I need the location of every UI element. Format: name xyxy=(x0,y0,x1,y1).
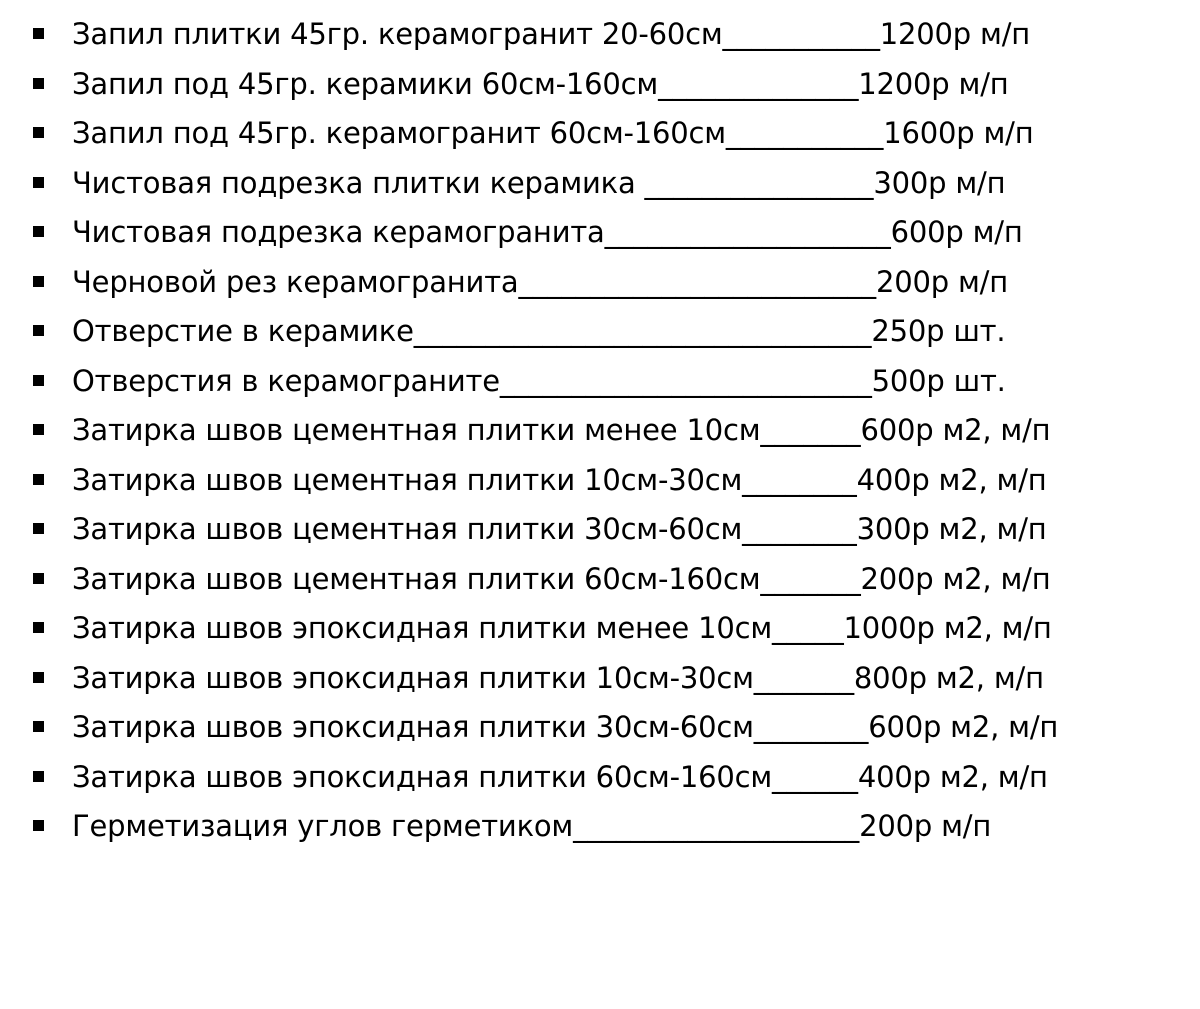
item-text: Герметизация углов герметиком____________________200р м/п xyxy=(72,809,992,843)
square-bullet-icon xyxy=(33,28,44,39)
list-item xyxy=(0,506,1200,556)
item-text: Затирка швов цементная плитки 30см-60см________300р м2, м/п xyxy=(72,512,1047,546)
item-text: Затирка швов эпоксидная плитки менее 10см_____1000р м2, м/п xyxy=(72,611,1052,645)
square-bullet-icon xyxy=(33,276,44,287)
square-bullet-icon xyxy=(33,622,44,633)
list-item xyxy=(0,259,1200,309)
item-text: Запил под 45гр. керамики 60см-160см______________1200р м/п xyxy=(72,66,1009,101)
list-item xyxy=(0,209,1200,259)
square-bullet-icon xyxy=(33,177,44,188)
list-item xyxy=(0,605,1200,655)
list-item xyxy=(0,556,1200,606)
list-item xyxy=(0,308,1200,358)
square-bullet-icon xyxy=(33,573,44,584)
square-bullet-icon xyxy=(33,721,44,732)
price-list xyxy=(0,11,1200,853)
item-text: Затирка швов эпоксидная плитки 60см-160см______400р м2, м/п xyxy=(72,759,1048,794)
item-text: Затирка швов эпоксидная плитки 10см-30см_______800р м2, м/п xyxy=(72,660,1044,695)
item-text: Отверстие в керамике________________________________250р шт. xyxy=(72,314,1006,348)
item-text: Запил под 45гр. керамогранит 60см-160см___________1600р м/п xyxy=(72,116,1034,150)
list-item xyxy=(0,704,1200,754)
list-item xyxy=(0,754,1200,804)
list-item xyxy=(0,803,1200,853)
item-text: Чистовая подрезка плитки керамика ________________300р м/п xyxy=(72,165,1006,200)
list-item xyxy=(0,160,1200,210)
list-item xyxy=(0,407,1200,457)
item-text: Затирка швов цементная плитки 60см-160см_______200р м2, м/п xyxy=(72,561,1051,596)
list-item xyxy=(0,655,1200,705)
item-text: Чистовая подрезка керамогранита____________________600р м/п xyxy=(72,215,1023,249)
item-text: Затирка швов цементная плитки 10см-30см________400р м2, м/п xyxy=(72,462,1047,497)
square-bullet-icon xyxy=(33,424,44,435)
square-bullet-icon xyxy=(33,375,44,386)
list-item xyxy=(0,110,1200,160)
square-bullet-icon xyxy=(33,325,44,336)
item-text: Затирка швов эпоксидная плитки 30см-60см________600р м2, м/п xyxy=(72,710,1059,744)
square-bullet-icon xyxy=(33,226,44,237)
square-bullet-icon xyxy=(33,771,44,782)
square-bullet-icon xyxy=(33,127,44,138)
item-text: Отверстия в керамограните__________________________500р шт. xyxy=(72,363,1006,398)
square-bullet-icon xyxy=(33,78,44,89)
list-item xyxy=(0,61,1200,111)
list-item xyxy=(0,358,1200,408)
item-text: Затирка швов цементная плитки менее 10см_______600р м2, м/п xyxy=(72,413,1051,447)
item-text: Черновой рез керамогранита_________________________200р м/п xyxy=(72,264,1008,299)
square-bullet-icon xyxy=(33,820,44,831)
item-text: Запил плитки 45гр. керамогранит 20-60см___________1200р м/п xyxy=(72,17,1031,51)
square-bullet-icon xyxy=(33,672,44,683)
list-item xyxy=(0,457,1200,507)
list-item xyxy=(0,11,1200,61)
square-bullet-icon xyxy=(33,523,44,534)
square-bullet-icon xyxy=(33,474,44,485)
